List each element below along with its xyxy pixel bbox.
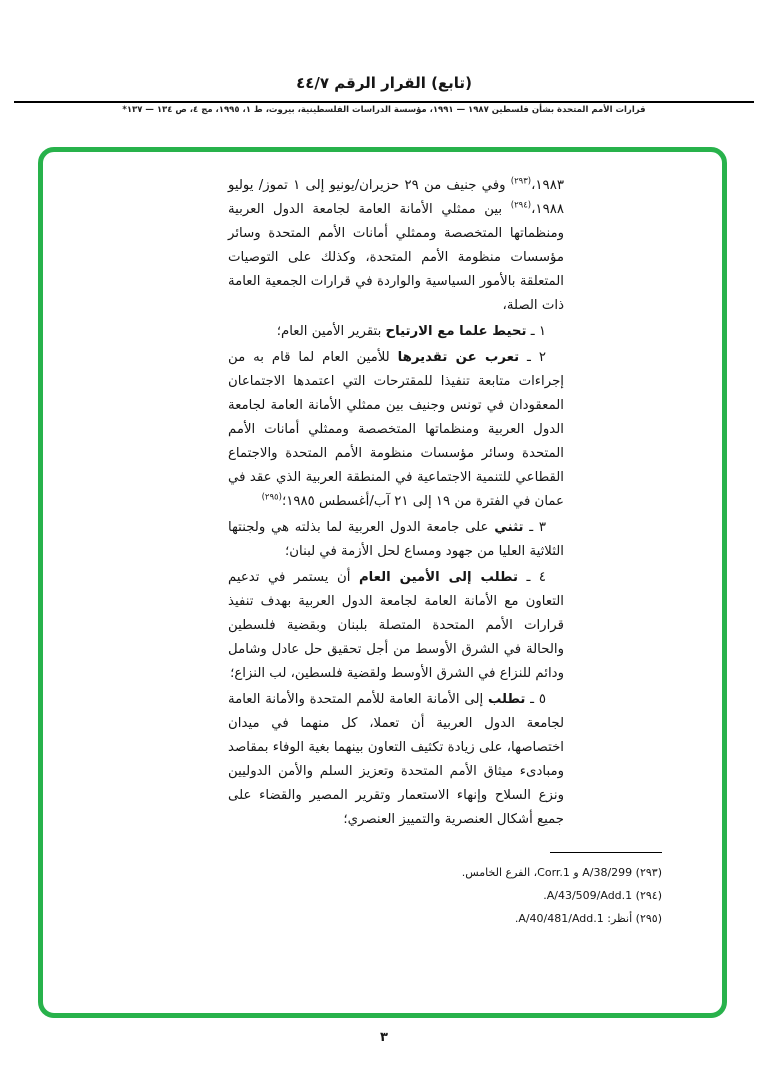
text-run: إلى الأمانة العامة للأمم المتحدة والأمانة العامة لجامعة الدول العربية أن تعملا، كل منهما في ميدان اختصاصها، على زيادة تكثيف التعاون بينهما بغية الوفاء بمقاصد ومبادىء ميثاق الأمم المتحدة وتعزيز السلم والأمن الدوليين ونزع السلاح وإنهاء الاستعمار وتقرير المصير والقضاء على جميع أشكال العنصرية والتمييز العنصري؛ (228, 692, 564, 827)
text-run: ٤ ـ (517, 570, 546, 585)
text-run: ٥ ـ (525, 692, 546, 707)
footnote: (٢٩٤) A/43/509/Add.1. (543, 889, 662, 902)
text-run: بتقرير الأمين العام؛ (276, 324, 386, 339)
operative-paragraph-3 (228, 516, 564, 564)
text-run: على جامعة الدول العربية لما بذلته هي ولجنتها الثلاثية العليا من جهود ومساع لحل الأزمة في لبنان؛ (228, 520, 564, 559)
emphasis-run: تعرب عن تقديرها (397, 350, 520, 365)
operative-paragraph-1 (228, 320, 564, 344)
emphasis-run: تطلب (487, 692, 526, 707)
footnote-ref: (٢٩٤) (510, 200, 532, 211)
intro-paragraph (228, 174, 564, 318)
footnotes-section (412, 852, 662, 930)
footnotes-list (412, 861, 662, 930)
footnote-ref: (٢٩٥) (261, 492, 282, 503)
footnote: (٢٩٣) A/38/299 و Corr.1، الفرع الخامس. (461, 866, 662, 879)
text-run: وفي جنيف من ٢٩ حزيران/يونيو إلى ١ تموز/ يوليو ١٩٨٨، (228, 178, 564, 217)
text-run: ١٩٨٣، (531, 178, 564, 193)
text-run: ٣ ـ (523, 520, 546, 535)
resolution-text (228, 174, 564, 834)
operative-paragraph-2 (228, 346, 564, 514)
emphasis-run: تثني (494, 520, 524, 535)
emphasis-run: تحيط علما مع الارتياح (385, 324, 527, 339)
highlight-annotation-box (38, 147, 727, 1018)
text-run: بين ممثلي الأمانة العامة لجامعة الدول العربية ومنظماتها المتخصصة وممثلي أمانات الأمم المتحدة وسائر مؤسسات منظومة الأمم المتحدة، وكذلك على التوصيات المتعلقة بالأمور السياسية والواردة في قرارات الجمعية العامة ذات الصلة، (228, 202, 564, 313)
footnote-ref: (٢٩٣) (510, 176, 532, 187)
footnote-divider (550, 852, 662, 853)
text-run: للأمين العام لما قام به من إجراءات متابعة تنفيذا للمقترحات التي اعتمدها الاجتماعان المعقودان في تونس وجنيف بين ممثلي الأمانة العامة لجامعة الدول العربية ومنظماتها المتخصصة وممثلي أمانات الأمم المتحدة وسائر مؤسسات منظومة الأمم المتحدة والاجتماع القطاعي للتنمية الاجتماعية في المنطقة العربية الذي عقد في عمان في الفترة من ١٩ إلى ٢١ آب/أغسطس ١٩٨٥؛ (228, 350, 564, 509)
text-run: ١ ـ (526, 324, 546, 339)
resolution-title: (تابع) القرار الرقم ٤٤/٧ (296, 74, 472, 92)
text-run: أن يستمر في تدعيم التعاون مع الأمانة العامة لجامعة الدول العربية بهدف تنفيذ قرارات الأمم المتحدة المتصلة بلبنان وبقضية فلسطين والحالة في الشرق الأوسط من أجل تحقيق حل عادل وشامل ودائم للنزاع في الشرق الأوسط ولقضية فلسطين، لب النزاع؛ (228, 570, 564, 681)
page-number: ٣ (380, 1030, 388, 1045)
emphasis-run: تطلب إلى الأمين العام (358, 570, 518, 585)
source-citation: قرارات الأمم المتحدة بشأن فلسطين ١٩٨٧ — ١٩٩١، مؤسسة الدراسات الفلسطينية، بيروت، ط ١، ١٩٩٥، مج ٤، ص ١٣٤ — ١٣٧* (122, 105, 646, 115)
header-divider (14, 101, 754, 103)
footnote: (٢٩٥) أنظر: A/40/481/Add.1. (514, 912, 662, 925)
operative-paragraph-4 (228, 566, 564, 686)
operative-paragraph-5 (228, 688, 564, 832)
text-run: ٢ ـ (519, 350, 546, 365)
